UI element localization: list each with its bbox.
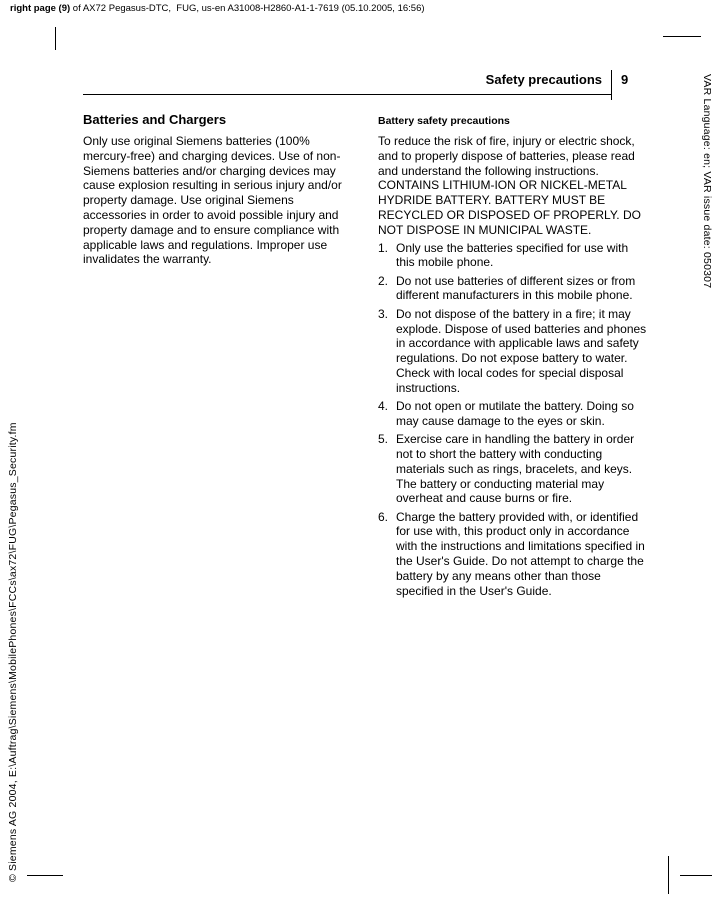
list-item-4-text: Do not open or mutilate the battery. Doing so may cause damage to the eyes or skin. [396,399,634,428]
list-item-6-number: 6. [378,509,389,524]
header-vertical-rule [611,70,612,100]
page-header-title: Safety precautions [485,72,602,87]
list-item-3-text: Do not dispose of the battery in a fire; it may explode. Dispose of used batteries and phones in accordance with applicable laws and safety regulations. Do not expose battery to water. Check with local codes for special disposal instructions. [396,306,647,395]
print-info-line [10,3,425,15]
list-item-6 [378,510,650,599]
list-item-2 [378,274,650,304]
list-item-5 [378,432,650,506]
list-item-2-number: 2. [378,273,389,288]
print-info-page-label: right page (9) [10,3,71,14]
heading-batteries-and-chargers: Batteries and Chargers [83,112,227,127]
crop-mark-bottom-left [27,875,63,876]
list-item-1-number: 1. [378,240,389,255]
right-column [378,112,650,602]
list-item-1-text: Only use the batteries specified for use with this mobile phone. [396,240,629,270]
crop-mark-top-left [55,27,56,50]
battery-safety-intro-paragraph: To reduce the risk of fire, injury or electric shock, and to properly dispose of batteries, please read and understand the following instructions. CONTAINS LITHIUM-ION OR NICKEL-METAL HYDRIDE BATTERY. BATTERY MUST BE RECYCLED OR DISPOSED OF PROPERLY. DO NOT DISPOSE IN MUNICIPAL WASTE. [378,134,641,237]
list-item-5-number: 5. [378,432,389,447]
list-item-1 [378,241,650,271]
print-info-details: of AX72 Pegasus-DTC, FUG, us-en A31008-H2860-A1-1-7619 (05.10.2005, 16:56) [70,3,425,14]
heading-battery-safety-precautions: Battery safety precautions [378,115,510,127]
var-language-margin-text: VAR Language: en; VAR issue date: 050307 [701,74,713,289]
header-horizontal-rule [83,94,612,95]
list-item-4-number: 4. [378,399,389,414]
crop-mark-bottom-right-horizontal [680,875,712,876]
crop-mark-bottom-right-vertical [668,856,669,894]
batteries-and-chargers-paragraph: Only use original Siemens batteries (100% mercury-free) and charging devices. Use of non-Siemens batteries and/or charging devices may cause explosion resulting in serious injury and/or property damage. Use original Siemens accessories in order to avoid possible injury and property damage and to ensure compliance with applicable laws and regulations. Improper use invalidates the warranty. [83,134,342,267]
copyright-margin-text: © Siemens AG 2004, E:\Auftrag\Siemens\MobilePhones\FCCs\ax72\FUG\Pegasus_Security.fm [7,422,19,882]
list-item-6-text: Charge the battery provided with, or identified for use with, this product only in accordance with the instructions and limitations specified in the User's Guide. Do not attempt to charge the battery by any means other than those specified in the User's Guide. [396,509,645,598]
list-item-5-text: Exercise care in handling the battery in order not to short the battery with conducting materials such as rings, bracelets, and keys. The battery or conducting material may overheat and cause burns or fire. [396,432,635,506]
left-column [83,112,355,270]
list-item-4 [378,399,650,429]
crop-mark-top-right [663,36,701,37]
list-item-3-number: 3. [378,306,389,321]
list-item-3 [378,307,650,396]
page-number: 9 [621,72,629,87]
list-item-2-text: Do not use batteries of different sizes or from different manufacturers in this mobile phone. [396,273,636,303]
